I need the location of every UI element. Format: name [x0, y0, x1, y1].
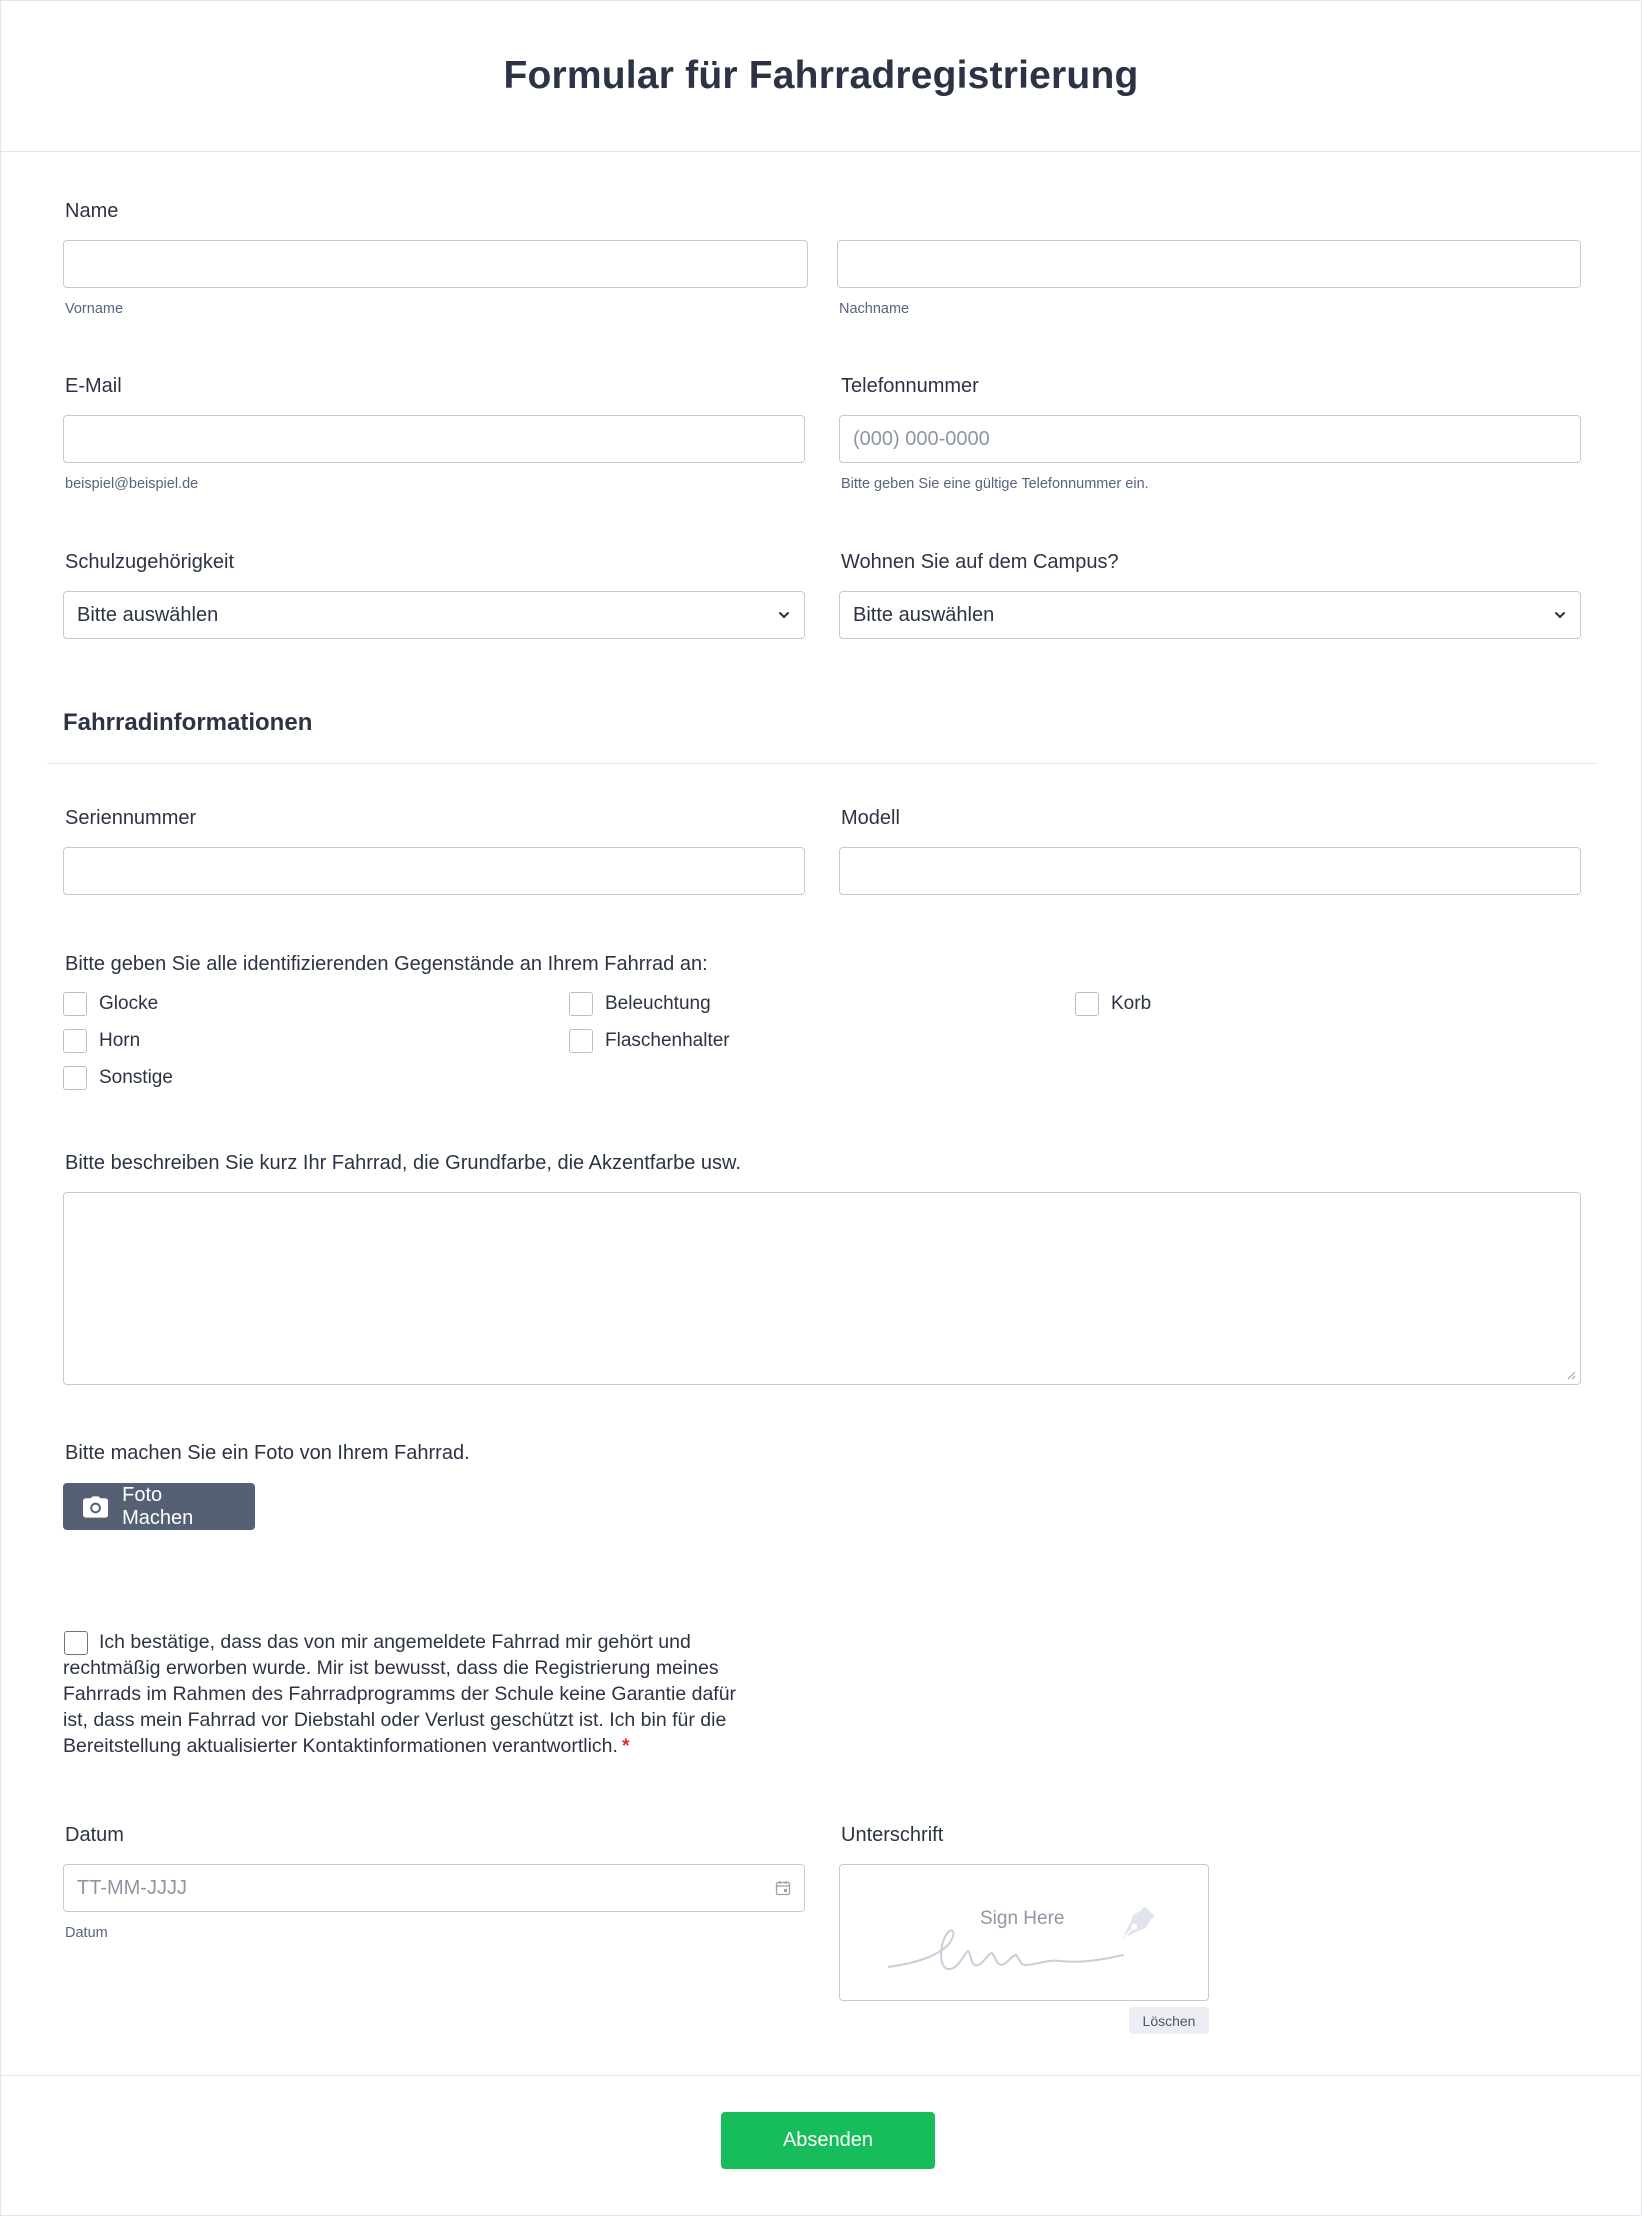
- campus-select[interactable]: [839, 591, 1581, 639]
- model-label: Modell: [841, 807, 900, 829]
- consent-text-block: [63, 1629, 763, 1759]
- phone-label: Telefonnummer: [841, 375, 979, 397]
- campus-select-value: Bitte auswählen: [853, 603, 995, 626]
- email-input[interactable]: [63, 415, 805, 463]
- date-sublabel: Datum: [65, 1925, 108, 1941]
- checkbox-label-glocke: Glocke: [99, 993, 159, 1014]
- consent-text: Ich bestätige, dass das von mir angemeldete Fahrrad mir gehört und rechtmäßig erworben wurde. Mir ist bewusst, dass die Registrierung meines Fahrrads im Rahmen des Fahrradprogramms der Schule keine Garantie dafür ist, dass mein Fahrrad vor Diebstahl oder Verlust geschützt ist. Ich bin für die Bereitstellung aktualisierter Kontaktinformationen verantwortlich.: [63, 1631, 737, 1757]
- model-input[interactable]: [839, 847, 1581, 895]
- serial-input[interactable]: [63, 847, 805, 895]
- phone-sublabel: Bitte geben Sie eine gültige Telefonnummer ein.: [841, 476, 1149, 492]
- checkbox-flaschenhalter[interactable]: [569, 1029, 593, 1053]
- signature-hint: Sign Here: [980, 1908, 1065, 1929]
- phone-input[interactable]: (000) 000-0000: [839, 415, 1581, 463]
- date-input[interactable]: [63, 1864, 805, 1912]
- checkbox-label-beleuchtung: Beleuchtung: [605, 993, 711, 1014]
- school-select[interactable]: [63, 591, 805, 639]
- description-textarea[interactable]: [63, 1192, 1581, 1385]
- email-label: E-Mail: [65, 375, 122, 397]
- checkbox-label-horn: Horn: [99, 1030, 141, 1051]
- required-asterisk: *: [621, 1735, 630, 1757]
- checkbox-horn[interactable]: [63, 1029, 87, 1053]
- calendar-icon[interactable]: [775, 1880, 791, 1896]
- last-name-input[interactable]: [837, 240, 1581, 288]
- chevron-down-icon: [1553, 608, 1567, 622]
- checkbox-label-flaschenhalter: Flaschenhalter: [605, 1030, 730, 1051]
- name-label: Name: [65, 200, 119, 222]
- last-name-sublabel: Nachname: [839, 301, 910, 317]
- signature-pad[interactable]: [839, 1864, 1209, 2001]
- footer-divider: [1, 2075, 1641, 2076]
- take-photo-button[interactable]: [63, 1483, 255, 1530]
- chevron-down-icon: [777, 608, 791, 622]
- campus-label: Wohnen Sie auf dem Campus?: [841, 551, 1119, 573]
- first-name-sublabel: Vorname: [65, 301, 124, 317]
- checkbox-glocke[interactable]: [63, 992, 87, 1016]
- school-select-value: Bitte auswählen: [77, 603, 219, 626]
- serial-label: Seriennummer: [65, 807, 197, 829]
- items-label: Bitte geben Sie alle identifizierenden Gegenstände an Ihrem Fahrrad an:: [65, 953, 708, 975]
- submit-button[interactable]: Absenden: [721, 2112, 935, 2169]
- pen-icon: [1114, 1905, 1156, 1947]
- date-placeholder: TT-MM-JJJJ: [77, 1876, 187, 1899]
- section-divider: [47, 763, 1597, 764]
- photo-label: Bitte machen Sie ein Foto von Ihrem Fahrrad.: [65, 1442, 470, 1464]
- camera-icon: [83, 1496, 108, 1518]
- clear-signature-button[interactable]: Löschen: [1129, 2007, 1209, 2034]
- form-header: [1, 1, 1641, 152]
- checkbox-label-sonstige: Sonstige: [99, 1067, 173, 1088]
- checkbox-sonstige[interactable]: [63, 1066, 87, 1090]
- date-label: Datum: [65, 1824, 124, 1846]
- description-label: Bitte beschreiben Sie kurz Ihr Fahrrad, die Grundfarbe, die Akzentfarbe usw.: [65, 1152, 741, 1174]
- school-label: Schulzugehörigkeit: [65, 551, 234, 573]
- signature-label: Unterschrift: [841, 1824, 944, 1846]
- bike-section-title: Fahrradinformationen: [63, 709, 313, 736]
- form-title: Formular für Fahrradregistrierung: [503, 54, 1139, 97]
- checkbox-label-korb: Korb: [1111, 993, 1152, 1014]
- checkbox-korb[interactable]: [1075, 992, 1099, 1016]
- first-name-input[interactable]: [63, 240, 808, 288]
- email-sublabel: beispiel@beispiel.de: [65, 476, 199, 492]
- take-photo-label: Foto Machen: [122, 1483, 194, 1529]
- checkbox-beleuchtung[interactable]: [569, 992, 593, 1016]
- resize-handle-icon[interactable]: [1566, 1370, 1576, 1380]
